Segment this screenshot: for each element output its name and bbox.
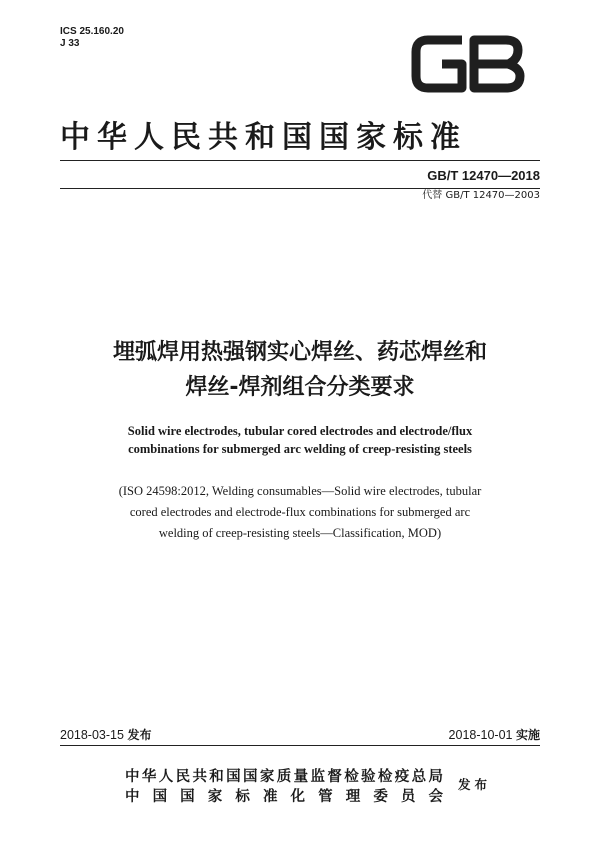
gb-logo-icon [408, 30, 528, 98]
issue-label: 发布 [458, 777, 492, 792]
effective-date-value: 2018-10-01 [448, 728, 513, 742]
publication-date [60, 726, 151, 743]
standard-number: GB/T 12470—2018 [427, 168, 540, 183]
ics-code: ICS 25.160.20 [60, 26, 124, 37]
bottom-divider [60, 745, 540, 746]
standard-type-title: 中华人民共和国国家标准 [60, 120, 467, 155]
title-en-line2: combinations for submerged arc welding of creep-resisting steels [128, 442, 472, 456]
title-zh-line2: 焊丝-焊剂组合分类要求 [185, 375, 415, 400]
header-divider [60, 188, 540, 189]
classification-codes [60, 26, 124, 50]
issuer-line1: 中华人民共和国国家质量监督检验检疫总局 [125, 769, 443, 785]
top-divider [60, 160, 540, 161]
effective-date [449, 726, 540, 743]
replaces-standard: 代替 GB/T 12470—2003 [422, 190, 540, 201]
title-en-line1: Solid wire electrodes, tubular cored electrodes and electrode/flux [127, 424, 473, 438]
effective-label: 实施 [515, 728, 540, 742]
publication-date-value: 2018-03-15 [60, 728, 124, 742]
iso-reference-line2: cored electrodes and electrode-flux combinations for submerged arc [129, 505, 471, 519]
ccs-code: J 33 [60, 38, 80, 49]
publication-label: 发布 [127, 728, 152, 742]
iso-reference-line1: (ISO 24598:2012, Welding consumables—Solid wire electrodes, tubular [118, 484, 482, 498]
iso-reference-line3: welding of creep-resisting steels—Classification, MOD) [158, 526, 442, 540]
title-zh-line1: 埋弧焊用热强钢实心焊丝、药芯焊丝和 [112, 340, 487, 365]
issuer-line2: 中国国家标准化管理委员会 [125, 789, 443, 805]
